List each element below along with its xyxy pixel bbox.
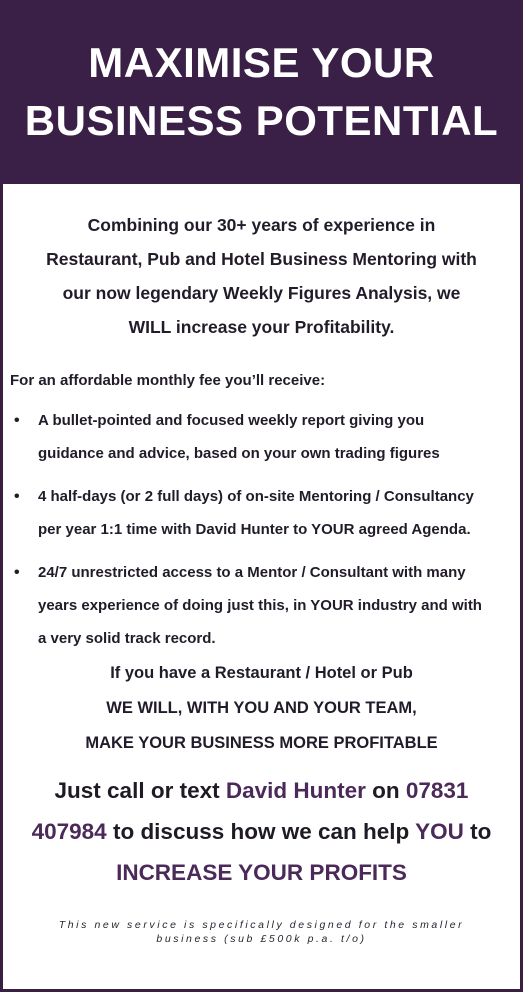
call-text: to discuss how we can help bbox=[106, 819, 416, 844]
call-text: on bbox=[365, 778, 406, 803]
call-to-action bbox=[6, 770, 517, 893]
pitch-line-2: WE WILL, WITH YOU AND YOUR TEAM, bbox=[106, 699, 417, 717]
bullet-line: per year 1:1 time with David Hunter to YOUR agreed Agenda. bbox=[38, 521, 471, 538]
title-line-1: MAXIMISE YOUR bbox=[88, 39, 435, 86]
fine-print bbox=[10, 918, 513, 946]
intro-line-2: Restaurant, Pub and Hotel Business Mentoring with bbox=[46, 249, 477, 269]
call-text: Just call or text bbox=[54, 778, 226, 803]
cta-headline: INCREASE YOUR PROFITS bbox=[116, 860, 407, 885]
bullet-icon: • bbox=[14, 412, 20, 429]
intro-line-4: WILL increase your Profitability. bbox=[128, 317, 395, 337]
list-item bbox=[10, 404, 515, 470]
bullet-line: 4 half-days (or 2 full days) of on-site Mentoring / Consultancy bbox=[38, 488, 474, 505]
call-line-2 bbox=[6, 811, 517, 852]
bullet-line: years experience of doing just this, in YOUR industry and with bbox=[38, 597, 482, 614]
bullet-line: a very solid track record. bbox=[38, 630, 216, 647]
bullet-icon: • bbox=[14, 564, 20, 581]
header-banner bbox=[0, 0, 523, 184]
benefits-list bbox=[10, 404, 515, 665]
fee-heading: For an affordable monthly fee you’ll receive: bbox=[10, 372, 326, 389]
list-item bbox=[10, 480, 515, 546]
bullet-line: A bullet-pointed and focused weekly report giving you bbox=[38, 412, 425, 429]
bullet-line: guidance and advice, based on your own trading figures bbox=[38, 445, 440, 462]
pitch-block bbox=[10, 656, 513, 761]
pitch-line-3: MAKE YOUR BUSINESS MORE PROFITABLE bbox=[85, 734, 438, 752]
bullet-line: 24/7 unrestricted access to a Mentor / Consultant with many bbox=[38, 564, 466, 581]
pitch-line-1: If you have a Restaurant / Hotel or Pub bbox=[110, 664, 413, 682]
phone-number-part: 407984 bbox=[31, 819, 107, 844]
contact-name: David Hunter bbox=[225, 778, 366, 803]
intro-paragraph bbox=[20, 208, 503, 344]
phone-number-part: 07831 bbox=[405, 778, 469, 803]
call-line-1 bbox=[6, 770, 517, 811]
list-item bbox=[10, 556, 515, 655]
you-emphasis: YOU bbox=[415, 819, 464, 844]
fine-print-line-2: business (sub £500k p.a. t/o) bbox=[156, 933, 367, 945]
title-line-2: BUSINESS POTENTIAL bbox=[24, 97, 499, 144]
bullet-icon: • bbox=[14, 488, 20, 505]
intro-line-3: our now legendary Weekly Figures Analysis, we bbox=[62, 283, 461, 303]
intro-line-1: Combining our 30+ years of experience in bbox=[87, 215, 436, 235]
call-text: to bbox=[463, 819, 492, 844]
fine-print-line-1: This new service is specifically designed for the smaller bbox=[58, 919, 465, 931]
